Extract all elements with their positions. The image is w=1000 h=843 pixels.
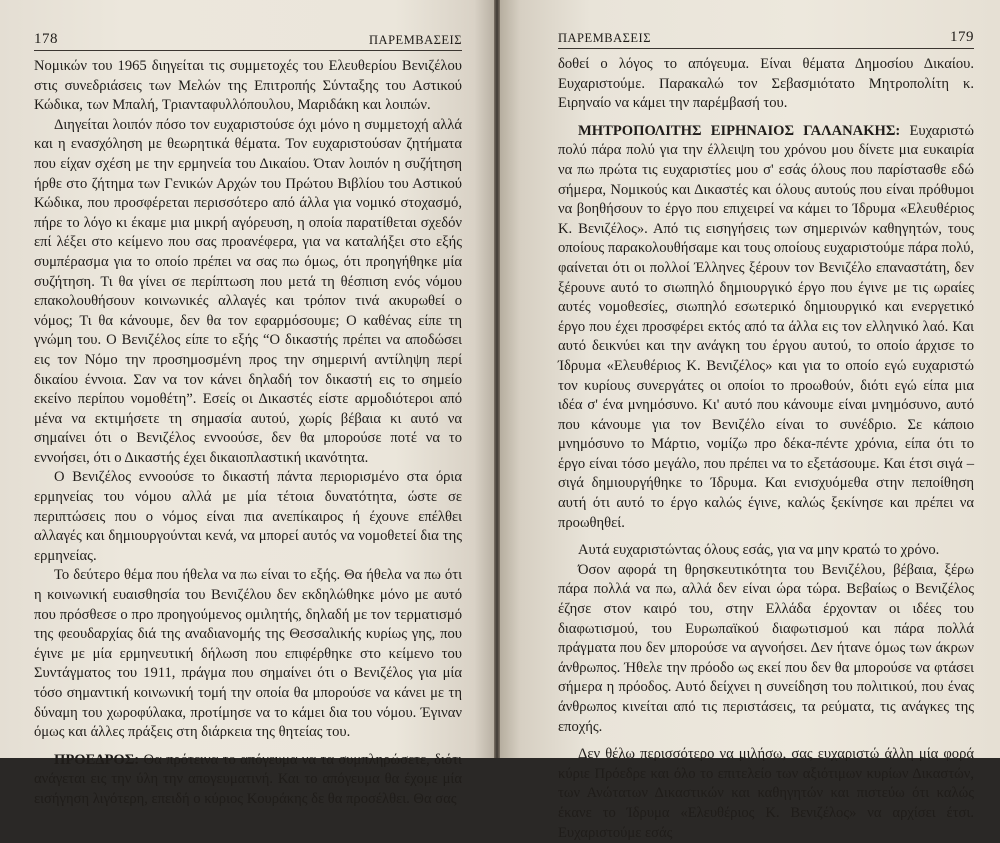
speaker-paragraph	[34, 751, 462, 810]
paragraph: δοθεί ο λόγος το απόγευμα. Είναι θέματα Δημοσίου Δικαίου. Ευχαριστούμε. Παρακαλώ τον Σεβασμιότατο Μητροπολίτη κ. Ειρηναίο να κάμει την παρέμβασή του.	[558, 56, 974, 112]
speaker-paragraph	[558, 122, 974, 533]
paragraph: Δεν θέλω περισσότερο να μιλήσω, σας ευχαριστώ άλλη μία φορά κύριε Πρόεδρε και όλο το επιτελείο των αξιότιμων κυρίων Δικαστών, των Ανώτατων Δικαστικών και καθηγητών και πιστεύω ότι καλώς έκανε το Ίδρυμα «Ελευθέριος Κ. Βενιζέλος» να αρχίσει έτσι. Ευχαριστούμε εσάς	[558, 746, 974, 841]
paragraph: Όσον αφορά τη θρησκευτικότητα του Βενιζέλου, βέβαια, ξέρω πάρα πολλά να πω, αλλά δεν είναι ώρα τώρα. Βεβαίως ο Βενιζέλος έζησε στον καιρό του, στην Ελλάδα έρχονταν οι ιδέες του διαφωτισμού, του Ευρωπαϊκού διαφωτισμού και πάρα πολλά πράγματα που δεν μπορούσε να αγνοήσει. Δεν ήτανε όμως των άκρων άνθρωπος. Ήθελε την πρόοδο ως εκεί που δεν θα μπορούσε να φτάσει σήμερα η πρόοδος. Αυτό δείχνει η συνείδηση του πολιτικού, που ένας άνθρωπος κινείται από τις περιστάσεις, τα ρεύματα, τις ανάγκες της εποχής.	[558, 561, 974, 735]
paragraph: Αυτά ευχαριστώντας όλους εσάς, για να μην κρατώ το χρόνο.	[578, 542, 940, 559]
page-number: 178	[34, 31, 58, 47]
running-head-left	[34, 26, 462, 51]
speaker-text: Θα πρότεινα το απόγευμα να τα συμπληρώσετε, διότι ανάγεται εις την ύλη την απογευματινή. Και το απόγευμα θα έχομε μία εισήγηση λιγότερη, επειδή ο κύριος Κουράκης δε θα προσέλθει. Θα σας	[34, 751, 462, 807]
paragraph: Νομικών του 1965 διηγείται τις συμμετοχές του Ελευθερίου Βενιζέλου στις συνεδριάσεις των Μελών της Επιτροπής Σύνταξης του Αστικού Κώδικα, των Μπαλή, Τριανταφυλλόπουλου, Μαριδάκη και λοιπών.	[34, 58, 462, 114]
paragraph: Το δεύτερο θέμα που ήθελα να πω είναι το εξής. Θα ήθελα να πω ότι η κοινωνική ευαισθησία του Βενιζέλου δεν εκδηλώθηκε μόνο με αυτό που πρόσθεσε ο προ προηγούμενος ομιλητής, δηλαδή με τον τερματισμό της φεουδαρχίας διά της αναδιανομής της Θεσσαλικής κυρίως γης, που έγινε με μία ερμηνευτική δήλωση που επιφέρθηκε στο κείμενο του Συντάγματος του 1911, πράγμα που σημαίνει ότι ο Βενιζέλος για μία τόσο σημαντική κοινωνική τομή την οποία θα μπορούσε να κάνει με τη δύναμη του χωροφύλακα, προτίμησε να το κάμει δια του νόμου. Έγιναν όμως και άλλες πράξεις στη διάρκεια της θητείας του.	[34, 567, 462, 741]
speaker-name: ΠΡΟΕΔΡΟΣ:	[54, 751, 140, 768]
running-head-right	[558, 24, 974, 49]
running-head-title: ΠΑΡΕΜΒΑΣΕΙΣ	[558, 31, 651, 45]
speaker-text: Ευχαριστώ πολύ πάρα πολύ για την έλλειψη του χρόνου μου δίνετε μια ευκαιρία να πω πρώτα τις ευχαριστίες μου σ' εσάς όλους που παρίστασθε εδώ σήμερα, Νομικούς και Δικαστές και όλους αυτούς που είναι πρόθυμοι να βοηθήσουν το έργο που επιχειρεί να κάμει το Ίδρυμα «Ελευθέριος Κ. Βενιζέλος». Από τις εισηγήσεις των σημερινών καθηγητών, τους οποίους παρακολουθήσαμε και τους οποίους ευχαριστούμε πάρα πολύ, φαίνεται ότι οι πολλοί Έλληνες ξέρουν τον Βενιζέλο επαναστάτη, δεν ξέρουνε αυτό το σιωπηλό δημιουργικό έργο που έγινε με τις ωραίες αυτές νομοθεσίες, σιωπηλό εσωτερικό δημιουργικό και ενεργετικό έργο που έχει προσφέρει εκτός από τα άλλα εις τον ελληνικό λαό. Και αυτό δεικνύει και την ανάγκη του έργου αυτού, το οποίο άρχισε το Ίδρυμα «Ελευθέριος Κ. Βενιζέλος» και για το οποίο εγώ ευχαριστώ τον κυρίους συνεργάτες οι οποίοι το προωθούν, διότι εγώ είπα μια ιδέα σ' ένα μνημόσυνο. Κι' αυτό που κάνουμε είναι μνημόσυνο, αυτό που κάνουμε για τον Βενιζέλο είναι το συνέδριο. Σε κάποιο μνημόσυνο το Μάρτιο, νομίζω προ δέκα-πέντε χρόνια, είπα ότι το έργο είναι τόσο μεγάλο, που πρέπει να το εξετάσουμε. Και έτσι σιγά – σιγά δημιουργήθηκε το Ίδρυμα. Και ενισχυόμεθα στην πεποίθηση αυτή ότι αυτό το έργο καλώς έγινε, καλώς ξεκίνησε και πρέπει να προωθηθεί.	[558, 122, 974, 531]
left-body-text	[34, 57, 462, 810]
running-head-title: ΠΑΡΕΜΒΑΣΕΙΣ	[369, 33, 462, 47]
speaker-name: ΜΗΤΡΟΠΟΛΙΤΗΣ ΕΙΡΗΝΑΙΟΣ ΓΑΛΑΝΑΚΗΣ:	[578, 122, 901, 139]
right-page	[500, 0, 1000, 841]
left-page	[0, 0, 494, 807]
paragraph: Διηγείται λοιπόν πόσο τον ευχαριστούσε όχι μόνο η συμμετοχή αλλά και η ενασχόληση με θεωρητικά θέματα. Τον ευχαριστούσαν ζητήματα που είχαν σχέση με την ερμηνεία του Δικαίου. Όταν λοιπόν η συζήτηση ήρθε στο ζήτημα των Γενικών Αρχών του Πρώτου Βιβλίου του Αστικού Κώδικα, που προσφέρεται περισσότερο από άλλα για νομικό στοχασμό, πήρε το λόγο κι έκαμε μια μικρή αγόρευση, η οποία παρατίθεται σχεδόν επί λέξει στο κείμενο που σας προανέφερα, για να καταλήξει στο εξής συμπέρασμα για το οποίο πρέπει να σας πω όμως, ότι προηγήθηκε μία συζήτηση. Τι θα γίνει σε περίπτωση που μετά τη θέσπιση ενός νόμου επακολουθήσουν κοινωνικές αλλαγές και τρόπον τινά ακυρωθεί ο νόμος; Τι θα κάνουμε, δεν θα τον εφαρμόσουμε; Ο καθένας είπε τη γνώμη του. Ο Βενιζέλος είπε το εξής “Ο δικαστής πρέπει να αποδώσει εις τον Νόμο την προσημοσμένη προς την σημερινή αντίληψη περί δικαίου έννοια. Σαν να τον κάνει δηλαδή τον δικαστή εις το σημείο εκείνο περίπου νομοθέτη”. Εσείς οι Δικαστές είστε αρμοδιότεροι από μένα να εκτιμήσετε τη σημασία αυτού, χωρίς βέβαια κι αυτό να σημαίνει ότι ο Βενιζέλος εννοούσε, δεν θα μπορούσε ποτέ να το εννοήσει, ότι ο Δικαστής έχει δικαιοπλαστική ικανότητα.	[34, 116, 462, 466]
page-number: 179	[950, 29, 974, 45]
right-body-text	[558, 55, 974, 843]
paragraph: Ο Βενιζέλος εννοούσε το δικαστή πάντα περιορισμένο στα όρια ερμηνείας του νόμου αλλά με μία τέτοια δυνατότητα, ώστε σε περιπτώσεις που ο νόμος είναι πια ανεπίκαιρος ή έχουνε επέλθει αλλαγές και δημιουργούνται κενά, να μπορεί αυτός να νομοθετεί δια της ερμηνείας.	[34, 469, 462, 564]
